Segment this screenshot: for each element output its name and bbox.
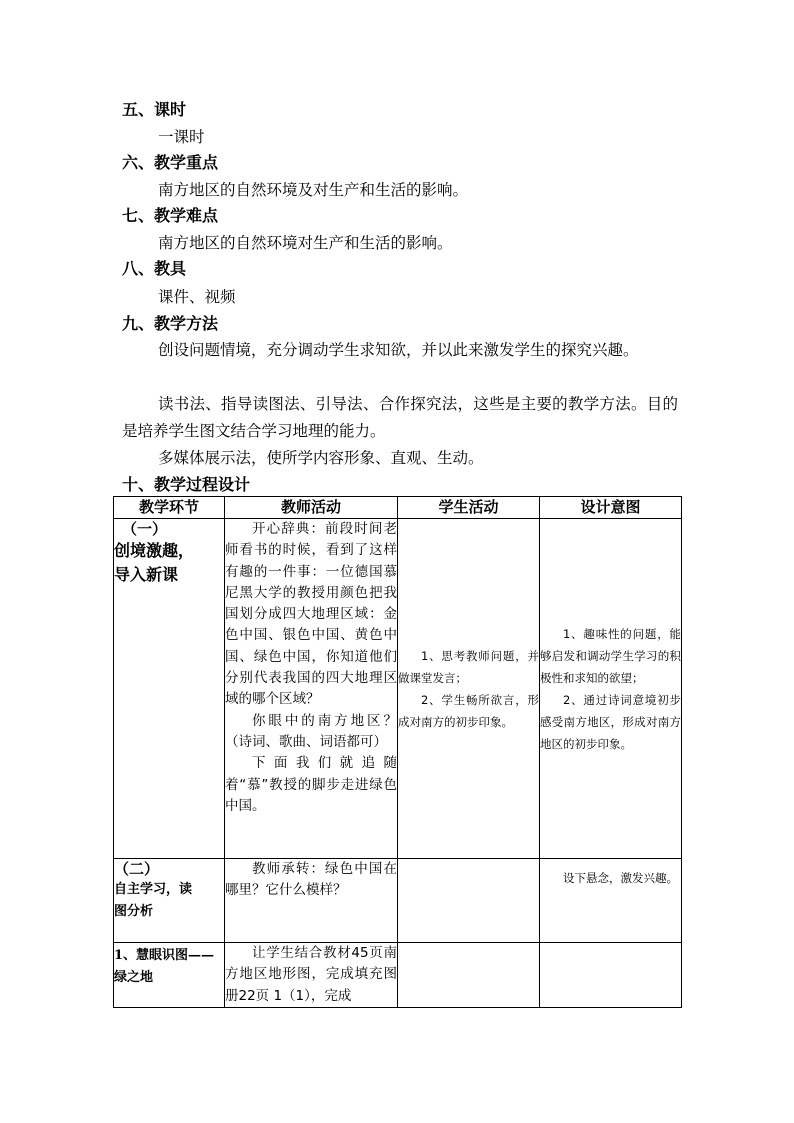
student-activity-cell [398, 519, 540, 859]
stage-cell [114, 859, 225, 943]
teacher-activity-cell [225, 943, 398, 1008]
table-header-row [114, 497, 682, 519]
student-activity-cell [398, 943, 540, 1008]
student-paragraph: 1、思考教师问题，并做课堂发言； [398, 648, 539, 685]
table-row [114, 519, 682, 859]
section-paragraph: 读书法、指导读图法、引导法、合作探究法，这些是主要的教学方法。目的是培养学生图文结合学习地理的能力。 [122, 395, 678, 440]
lesson-process-table [113, 496, 682, 1008]
design-intent-cell [540, 859, 682, 943]
student-paragraph: 2、学生畅所欲言，形成对南方的初步印象。 [398, 692, 539, 729]
design-paragraph: 1、趣味性的问题，能够启发和调动学生学习的积极性和求知的欲望； [540, 626, 681, 685]
stage-number: （一） [122, 520, 168, 538]
teacher-paragraph: 下面我们就追随着“慕”教授的脚步走进绿色中国。 [225, 755, 397, 814]
design-paragraph: 设下悬念，激发兴趣。 [563, 871, 678, 885]
section-paragraph: 课件、视频 [158, 288, 236, 306]
section-heading: 五、课时 [122, 100, 187, 119]
teacher-paragraph: 让学生结合教材45页南方地区地形图，完成填充图册22页 1（1），完成 [225, 945, 397, 1004]
section-heading: 八、教具 [122, 259, 187, 278]
section-heading: 七、教学难点 [122, 206, 219, 225]
header-design: 设计意图 [540, 497, 682, 519]
table-row [114, 859, 682, 943]
stage-label: 1、慧眼识图——绿之地 [114, 948, 215, 985]
section-paragraph: 一课时 [158, 128, 205, 146]
student-activity-cell [398, 859, 540, 943]
teacher-activity-cell [225, 859, 398, 943]
header-teacher: 教师活动 [225, 497, 398, 519]
stage-label: 自主学习，读图分析 [114, 882, 193, 919]
teacher-activity-cell [225, 519, 398, 859]
stage-cell [114, 519, 225, 859]
section-paragraph: 南方地区的自然环境及对生产和生活的影响。 [158, 181, 469, 199]
table-row [114, 943, 682, 1008]
design-intent-cell [540, 943, 682, 1008]
section-paragraph: 南方地区的自然环境对生产和生活的影响。 [158, 234, 453, 252]
header-student: 学生活动 [398, 497, 540, 519]
design-paragraph: 2、通过诗词意境初步感受南方地区，形成对南方地区的初步印象。 [540, 692, 681, 751]
header-stage: 教学环节 [114, 497, 225, 519]
section-heading: 十、教学过程设计 [122, 475, 251, 494]
teacher-paragraph: 教师承转：绿色中国在哪里？它什么模样？ [225, 861, 397, 899]
stage-number: （二） [114, 860, 160, 878]
stage-label: 创境激趣，导入新课 [114, 541, 195, 584]
design-intent-cell [540, 519, 682, 859]
teacher-paragraph: 开心辞典：前段时间老师看书的时候，看到了这样有趣的一件事：一位德国慕尼黑大学的教授用颜色把我国划分成四大地理区域：金色中国、银色中国、黄色中国、绿色中国，你知道他们分别代表我国的四大地理区域的哪个区域？ [225, 521, 397, 708]
section-paragraph: 创设问题情境，充分调动学生求知欲，并以此来激发学生的探究兴趣。 [158, 341, 639, 359]
section-heading: 六、教学重点 [122, 153, 219, 172]
teacher-paragraph: 你眼中的南方地区？（诗词、歌曲、词语都可） [225, 712, 397, 750]
section-paragraph: 多媒体展示法，使所学内容形象、直观、生动。 [158, 449, 484, 467]
stage-cell [114, 943, 225, 1008]
section-heading: 九、教学方法 [122, 314, 219, 333]
